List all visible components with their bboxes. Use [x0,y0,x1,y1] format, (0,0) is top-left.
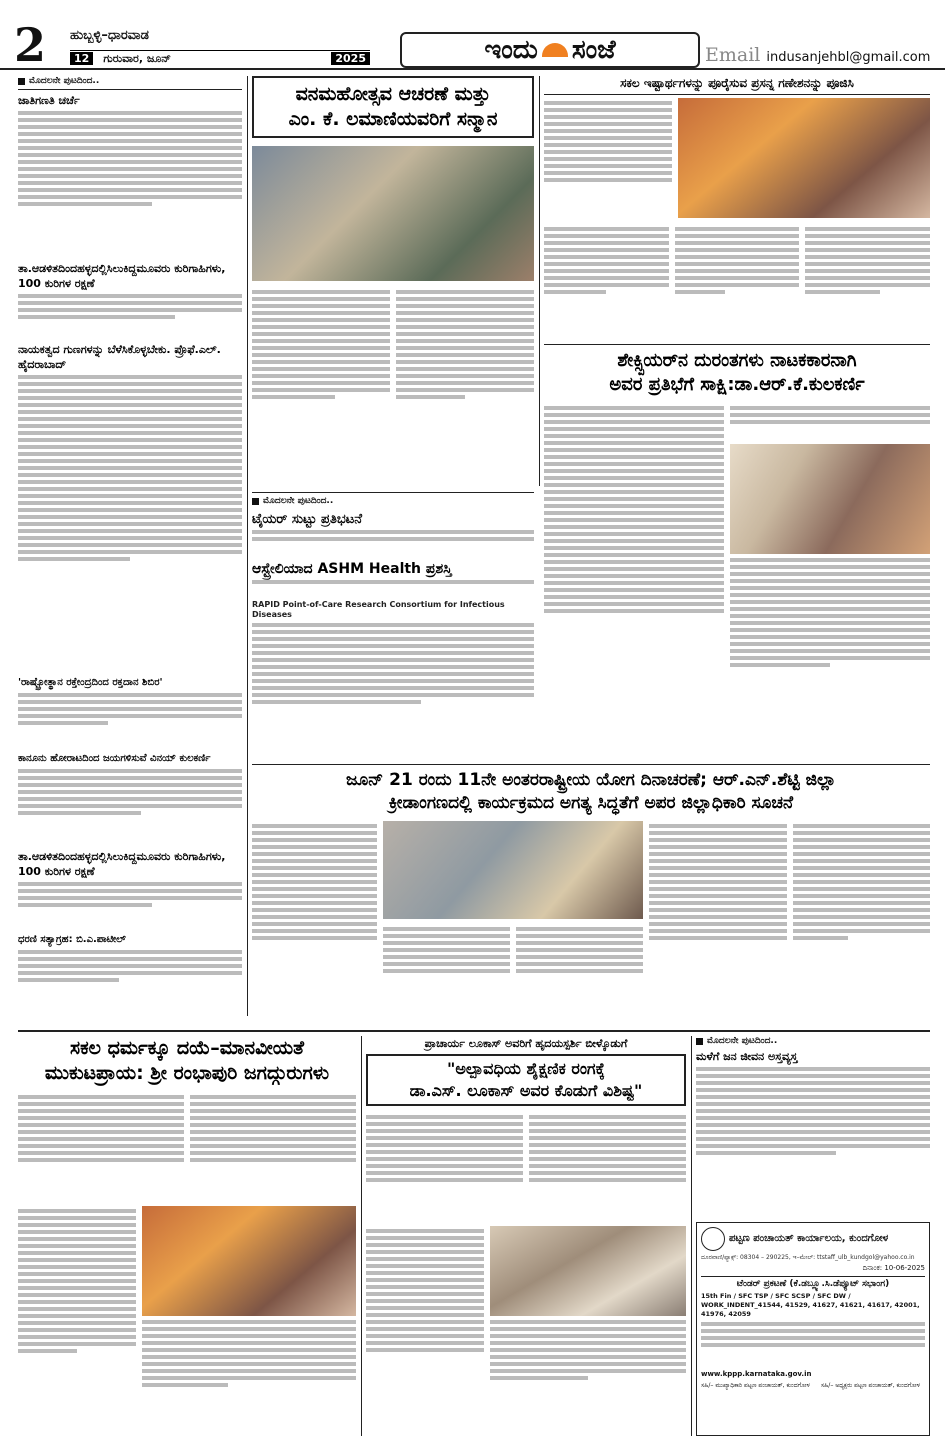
article-body [18,111,242,261]
article-body [366,1226,484,1426]
article-body [730,406,930,440]
article-body [252,287,534,467]
date-text: ಗುರುವಾರ, ಜೂನ್ [103,51,171,65]
event-photo [678,98,930,218]
section-tag: ಮೊದಲನೇ ಪುಟದಿಂದ.. [696,1036,930,1046]
event-photo [252,146,534,281]
page-small: 12 [70,52,93,65]
article-body [793,821,931,1011]
article-heading: ಆಸ್ಟ್ರೇಲಿಯಾದ ASHM Health ಪ್ರಶಸ್ತಿ [252,561,452,577]
article-rambhapuri [18,1036,356,1436]
article-heading: ಕಾನೂನು ಹೋರಾಟದಿಂದ ಜಯಗಳಿಸುವೆ ವಿನಯ್ ಕುಲಕರ್ಣಿ [18,753,211,764]
article-body [696,1067,930,1207]
article-body [18,769,242,849]
section-tag: ಮೊದಲನೇ ಪುಟದಿಂದ.. [252,496,534,506]
article-body [18,1206,136,1436]
column-rule [247,76,248,1016]
email-label: Email [705,44,761,66]
column-rule [361,1036,362,1436]
article-body [142,1320,356,1432]
article-body [252,623,534,759]
article-body [383,924,510,1010]
tender-codes: 15th Fin / SFC TSP / SFC SCSP / SFC DW / WORK_INDENT_41544, 41529, 41627, 41621, 41617, 42001, 41976, 42059 [701,1292,920,1318]
headline: ಜೂನ್ 21 ರಂದು 11ನೇ ಅಂತರರಾಷ್ಟ್ರೀಯ ಯೋಗ ದಿನಾಚರಣೆ; ಆರ್.ಎನ್.ಶೆಟ್ಟಿ ಜಿಲ್ಲಾ ಕ್ರೀಡಾಂಗಣದಲ್ಲಿ ಕಾರ್ಯಕ್ರಮದ ಅಗತ್ಯ ಸಿದ್ಧತೆಗೆ ಅಪರ ಜಿಲ್ಲಾಧಿಕಾರಿ ಸೂಚನೆ [345,770,837,813]
article-heading: ನಾಯಕತ್ವದ ಗುಣಗಳನ್ನು ಬೆಳೆಸಿಕೊಳ್ಳಬೇಕು. ಪ್ರೊಫೆ.ಎಲ್. ಹೈದರಾಬಾದ್ [18,343,221,371]
article-body [18,375,242,675]
article-body [649,821,787,1011]
article-heading: 'ರಾಷ್ಟ್ರೋತ್ಥಾನ ರಕ್ತೇಂದ್ರದಿಂದ ರಕ್ತದಾನ ಶಿಬಿರ' [18,677,163,688]
tender-advert [696,1222,930,1436]
email-block [705,44,930,66]
article-heading: ಜಾತಿಗಣತಿ ಚರ್ಚೆ [18,94,80,107]
article-heading: ತಾ.ಆಡಳಿತದಿಂದಹಳ್ಳದಲ್ಲಿಸಿಲುಕಿದ್ದಮೂವರು ಕುರಿಗಾಹಿಗಳು, 100 ಕುರಿಗಳ ರಕ್ಷಣೆ [18,262,226,290]
column-rule [691,1036,692,1436]
article-body [18,1092,184,1202]
headline: ಶೇಕ್ಸ್ಪಿಯರ್‌ನ ದುರಂತಗಳು ನಾಟಕಕಾರನಾಗಿ ಅವರ ಪ್ರತಿಭೆಗೆ ಸಾಕ್ಷಿ:ಡಾ.ಆರ್.ಕೆ.ಕುಲಕರ್ಣಿ [609,350,865,395]
meeting-photo [383,821,643,919]
date-bar [70,50,370,66]
article-body [366,1112,523,1222]
tender-body [701,1322,925,1370]
left-column [18,76,242,1016]
article-heading: ಮಳೆಗೆ ಜನ ಜೀವನ ಅಸ್ತವ್ಯಸ್ತ [696,1050,798,1063]
office-title: ಪಟ್ಟಣ ಪಂಚಾಯತ್ ಕಾರ್ಯಾಲಯ, ಕುಂದಗೋಳ [729,1233,889,1244]
article-heading: ಟೈಯರ್ ಸುಟ್ಟು ಪ್ರತಿಭಟನೆ [252,512,362,527]
signature-right: ಸಹಿ/– ಅಧ್ಯಕ್ಷರು ಪಟ್ಟಣ ಪಂಚಾಯತ್, ಕುಂದಗೋಳ [820,1382,921,1389]
article-body [529,1112,686,1222]
article-body [18,882,242,932]
article-body [190,1092,356,1202]
article-body [252,580,534,600]
article-heading: ಧರಣಿ ಸತ್ಯಾಗ್ರಹ: ಬಿ.ಎ.ಪಾಟೀಲ್ [18,934,126,945]
article-body [544,224,930,334]
tender-title: ಟೆಂಡರ್ ಪ್ರಕಟಣೆ (ಕೆ.ಡಬ್ಲ್ಯೂ.ಸಿ.ಡೆಪ್ಯೂಟ್ ಸಭಾಂಗ) [701,1276,925,1289]
emblem-icon [701,1227,725,1251]
column-rule [539,76,540,486]
section-tag: ಮೊದಲನೇ ಪುಟದಿಂದ.. [18,76,242,86]
article-body [18,693,242,751]
headline: "ಅಲ್ಪಾವಧಿಯ ಶೈಕ್ಷಣಿಕ ರಂಗಕ್ಕೆ ಡಾ.ಎಸ್. ಲೂಕಾಸ್ ಅವರ ಕೊಡುಗೆ ವಿಶಿಷ್ಟ" [366,1054,686,1106]
article-lucas [366,1036,686,1436]
kicker: ಪ್ರಾಚಾರ್ಯ ಲೂಕಾಸ್ ಅವರಿಗೆ ಹೃದಯಸ್ಪರ್ಶಿ ಬೀಳ್ಕೊಡುಗೆ [424,1037,628,1050]
email-address[interactable]: indusanjehbl@gmail.com [766,50,931,65]
logo-right: ಸಂಜೆ [571,34,616,65]
article-body [18,294,242,342]
headline: ಸಕಲ ಇಷ್ಟಾರ್ಥಗಳನ್ನು ಪೂರೈಸುವ ಪ್ರಸನ್ನ ಗಣೇಶನನ್ನು ಪೂಜಿಸಿ [620,76,854,90]
middle-briefs [252,492,534,759]
year: 2025 [331,52,370,65]
farewell-photo [490,1226,686,1316]
article-body [490,1320,686,1424]
article-body [544,98,672,218]
article-body [516,924,643,1010]
article-ganesha [544,76,930,338]
article-shakespeare [544,344,930,759]
consortium-name: RAPID Point-of-Care Research Consortium for Infectious Diseases [252,600,505,619]
swamiji-photo [142,1206,356,1316]
section-rule [18,1030,930,1032]
article-yoga [252,764,930,1026]
sun-icon [542,43,568,57]
headline: ವನಮಹೋತ್ಸವ ಆಚರಣೆ ಮತ್ತು ಎಂ. ಕೆ. ಲಮಾಣಿಯವರಿಗೆ ಸನ್ಮಾನ [252,76,534,138]
article-body [730,558,930,743]
signature-left: ಸಹಿ/– ಮುಖ್ಯಾಧಿಕಾರಿ ಪಟ್ಟಣ ಪಂಚಾಯತ್, ಕುಂದಗೋಳ [701,1382,810,1389]
logo-left: ಇಂದು [484,34,538,65]
article-body [252,530,534,558]
office-contact: ದೂರವಾಣಿ/ಫ್ಯಾಕ್ಸ್: 08304 – 290225, ಇ–ಮೇಲ್: ttstaff_ulb_kundgol@yahoo.co.in [701,1254,915,1261]
article-vanamahotsava [252,76,534,486]
notice-date: ದಿನಾಂಕ: 10-06-2025 [862,1264,925,1272]
article-body [544,403,724,743]
article-heading: ತಾ.ಆಡಳಿತದಿಂದಹಳ್ಳದಲ್ಲಿಸಿಲುಕಿದ್ದಮೂವರು ಕುರಿಗಾಹಿಗಳು, 100 ಕುರಿಗಳ ರಕ್ಷಣೆ [18,850,226,878]
page-number: 2 [14,22,47,68]
tender-website[interactable]: www.kppp.karnataka.gov.in [701,1370,812,1378]
edition-label: ಹುಬ್ಬಳ್ಳಿ–ಧಾರವಾಡ [70,28,149,43]
article-body [252,821,377,1011]
masthead [0,0,945,70]
event-photo [730,444,930,554]
right-briefs [696,1036,930,1216]
newspaper-logo [400,32,700,68]
article-body [18,950,242,1010]
headline: ಸಕಲ ಧರ್ಮಕ್ಕೂ ದಯೆ–ಮಾನವೀಯತೆ ಮುಕುಟಪ್ರಾಯ: ಶ್ರೀ ರಂಭಾಪುರಿ ಜಗದ್ಗುರುಗಳು [44,1037,330,1084]
